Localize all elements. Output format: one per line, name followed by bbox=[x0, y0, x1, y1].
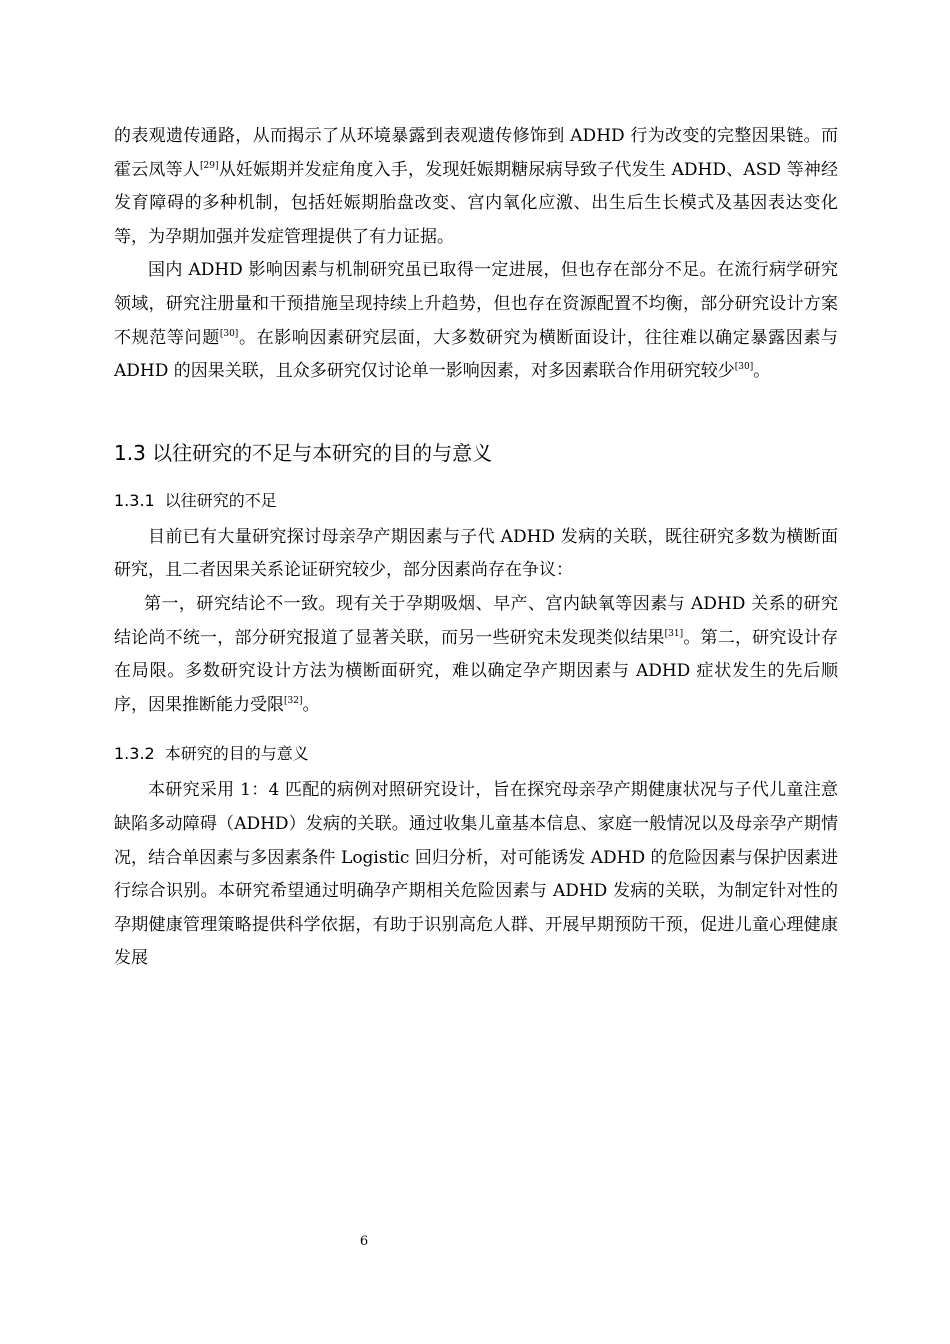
text-run: 第一，研究结论不一致。现有关于孕期吸烟、早产、宫内缺氧等因素与 ADHD 关系的研究结论尚不统一，部分研究报道了显著关联，而另一些研究未发现类似结果 bbox=[114, 593, 838, 648]
text-run: 。第二，研究设计存在局限。多数研究设计方法为横断面研究，难以确定孕产期因素与 ADHD 症状发生的先后顺序，因果推断能力受限 bbox=[114, 627, 839, 715]
citation-ref: [32] bbox=[284, 695, 303, 706]
citation-ref: [30] bbox=[219, 328, 239, 339]
text-run: 的表观遗传通路，从而揭示了从环境暴露到表观遗传修饰到 ADHD 行为改变的完整因果链。而霍云凤等人 bbox=[114, 126, 838, 180]
section-heading-1-3-1 bbox=[114, 489, 838, 513]
section-title: 本研究的目的与意义 bbox=[164, 744, 309, 764]
text-run: 国内 ADHD 影响因素与机制研究虽已取得一定进展，但也存在部分不足。在流行病学研究领域，研究注册量和干预措施呈现持续上升趋势，但也存在资源配置不均衡，部分研究设计方案不规范等问题 bbox=[114, 260, 838, 348]
citation-ref: [29] bbox=[200, 160, 219, 171]
section-number: 1.3.2 bbox=[114, 744, 155, 764]
text-run: 。 bbox=[753, 361, 771, 382]
paragraph-study-purpose: 本研究采用 1：4 匹配的病例对照研究设计，旨在探究母亲孕产期健康状况与子代儿童注意缺陷多动障碍（ADHD）发病的关联。通过收集儿童基本信息、家庭一般情况以及母亲孕产期情况，结合单因素与多因素条件 Logistic 回归分析，对可能诱发 ADHD 的危险因素与保护因素进行综合识别。本研究希望通过明确孕产期相关危险因素与 ADHD 发病的关联，为制定针对性的孕期健康管理策略提供科学依据，有助于识别高危人群、开展早期预防干预，促进儿童心理健康发展 bbox=[114, 780, 838, 969]
text-run: 从妊娠期并发症角度入手，发现妊娠期糖尿病导致子代发生 ADHD、ASD 等神经发育障碍的多种机制，包括妊娠期胎盘改变、宫内氧化应激、出生后生长模式及基因表达变化等，为孕期加强并发症管理提供了有力证据。 bbox=[114, 159, 838, 247]
citation-ref: [31] bbox=[664, 628, 684, 639]
section-number: 1.3.1 bbox=[114, 490, 155, 510]
section-heading-1-3-2 bbox=[114, 742, 838, 766]
paragraph-continuation bbox=[114, 120, 838, 254]
paragraph-previous-research: 目前已有大量研究探讨母亲孕产期因素与子代 ADHD 发病的关联，既往研究多数为横断面研究，且二者因果关系论证研究较少，部分因素尚存在争议： bbox=[114, 526, 838, 581]
page-number: 6 bbox=[359, 1234, 369, 1249]
section-heading-1-3: 1.3 以往研究的不足与本研究的目的与意义 bbox=[114, 440, 493, 465]
section-title: 以往研究的不足 bbox=[164, 490, 277, 510]
document-page bbox=[114, 120, 838, 976]
text-run: 。 bbox=[302, 694, 320, 715]
paragraph-domestic-research bbox=[114, 254, 838, 388]
paragraph-limitations bbox=[114, 588, 838, 722]
text-run: 。在影响因素研究层面，大多数研究为横断面设计，往往难以确定暴露因素与 ADHD 的因果关联，且众多研究仅讨论单一影响因素，对多因素联合作用研究较少 bbox=[114, 327, 838, 382]
citation-ref: [30] bbox=[734, 362, 754, 373]
